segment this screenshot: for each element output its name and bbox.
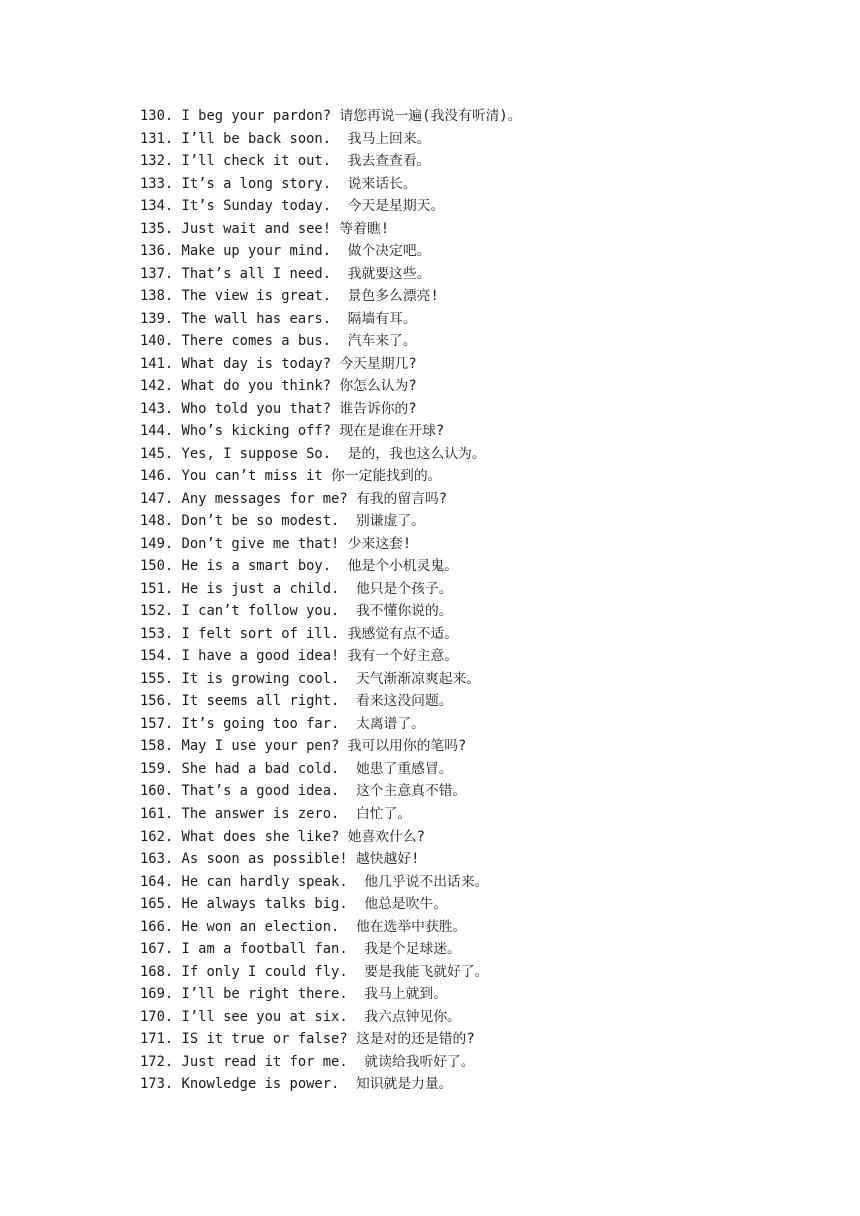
phrase-line: 150. He is a smart boy. 他是个小机灵鬼。 (140, 558, 459, 575)
phrase-line: 135. Just wait and see! 等着瞧! (140, 220, 390, 237)
phrase-line: 170. I’ll see you at six. 我六点钟见你。 (140, 1008, 461, 1025)
phrase-line: 161. The answer is zero. 白忙了。 (140, 805, 412, 822)
phrase-line: 165. He always talks big. 他总是吹牛。 (140, 896, 448, 913)
phrase-line: 171. IS it true or false? 这是对的还是错的? (140, 1031, 475, 1048)
phrase-line: 167. I am a football fan. 我是个足球迷。 (140, 941, 461, 958)
phrase-line: 141. What day is today? 今天星期几? (140, 355, 417, 372)
phrase-line: 163. As soon as possible! 越快越好! (140, 851, 420, 868)
phrase-line: 154. I have a good idea! 我有一个好主意。 (140, 648, 459, 665)
phrase-line: 152. I can’t follow you. 我不懂你说的。 (140, 603, 453, 620)
phrase-line: 142. What do you think? 你怎么认为? (140, 378, 417, 395)
phrase-line: 147. Any messages for me? 有我的留言吗? (140, 490, 448, 507)
phrase-line: 139. The wall has ears. 隔墙有耳。 (140, 310, 417, 327)
phrase-line: 158. May I use your pen? 我可以用你的笔吗? (140, 738, 467, 755)
phrase-line: 156. It seems all right. 看来这没问题。 (140, 693, 453, 710)
phrase-line: 144. Who’s kicking off? 现在是谁在开球? (140, 423, 445, 440)
phrase-line: 143. Who told you that? 谁告诉你的? (140, 400, 417, 417)
phrase-line: 137. That’s all I need. 我就要这些。 (140, 265, 431, 282)
phrase-line: 134. It’s Sunday today. 今天是星期天。 (140, 198, 445, 215)
phrase-line: 168. If only I could fly. 要是我能飞就好了。 (140, 963, 489, 980)
phrase-line: 138. The view is great. 景色多么漂亮! (140, 288, 439, 305)
phrase-list (140, 105, 820, 1096)
phrase-line: 153. I felt sort of ill. 我感觉有点不适。 (140, 625, 459, 642)
phrase-line: 164. He can hardly speak. 他几乎说不出话来。 (140, 873, 489, 890)
phrase-line: 136. Make up your mind. 做个决定吧。 (140, 243, 431, 260)
phrase-line: 149. Don’t give me that! 少来这套! (140, 535, 412, 552)
phrase-line: 166. He won an election. 他在选举中获胜。 (140, 918, 467, 935)
phrase-line: 130. I beg your pardon? 请您再说一遍(我没有听清)。 (140, 108, 522, 124)
phrase-line: 173. Knowledge is power. 知识就是力量。 (140, 1076, 453, 1093)
phrase-line: 145. Yes, I suppose So. 是的，我也这么认为。 (140, 445, 486, 462)
phrase-line: 155. It is growing cool. 天气渐渐凉爽起来。 (140, 670, 481, 687)
phrase-line: 133. It’s a long story. 说来话长。 (140, 175, 417, 192)
phrase-line: 160. That’s a good idea. 这个主意真不错。 (140, 783, 467, 800)
phrase-line: 172. Just read it for me. 就读给我听好了。 (140, 1053, 475, 1070)
phrase-line: 162. What does she like? 她喜欢什么? (140, 828, 425, 845)
phrase-line: 131. I’ll be back soon. 我马上回来。 (140, 130, 431, 147)
phrase-line: 169. I’ll be right there. 我马上就到。 (140, 986, 448, 1003)
phrase-line: 157. It’s going too far. 太离谱了。 (140, 715, 425, 732)
phrase-line: 159. She had a bad cold. 她患了重感冒。 (140, 760, 453, 777)
phrase-line: 148. Don’t be so modest. 别谦虚了。 (140, 513, 425, 530)
phrase-line: 132. I’ll check it out. 我去查查看。 (140, 153, 431, 170)
phrase-line: 151. He is just a child. 他只是个孩子。 (140, 580, 453, 597)
phrase-line: 146. You can’t miss it 你一定能找到的。 (140, 468, 442, 485)
phrase-line: 140. There comes a bus. 汽车来了。 (140, 333, 417, 350)
